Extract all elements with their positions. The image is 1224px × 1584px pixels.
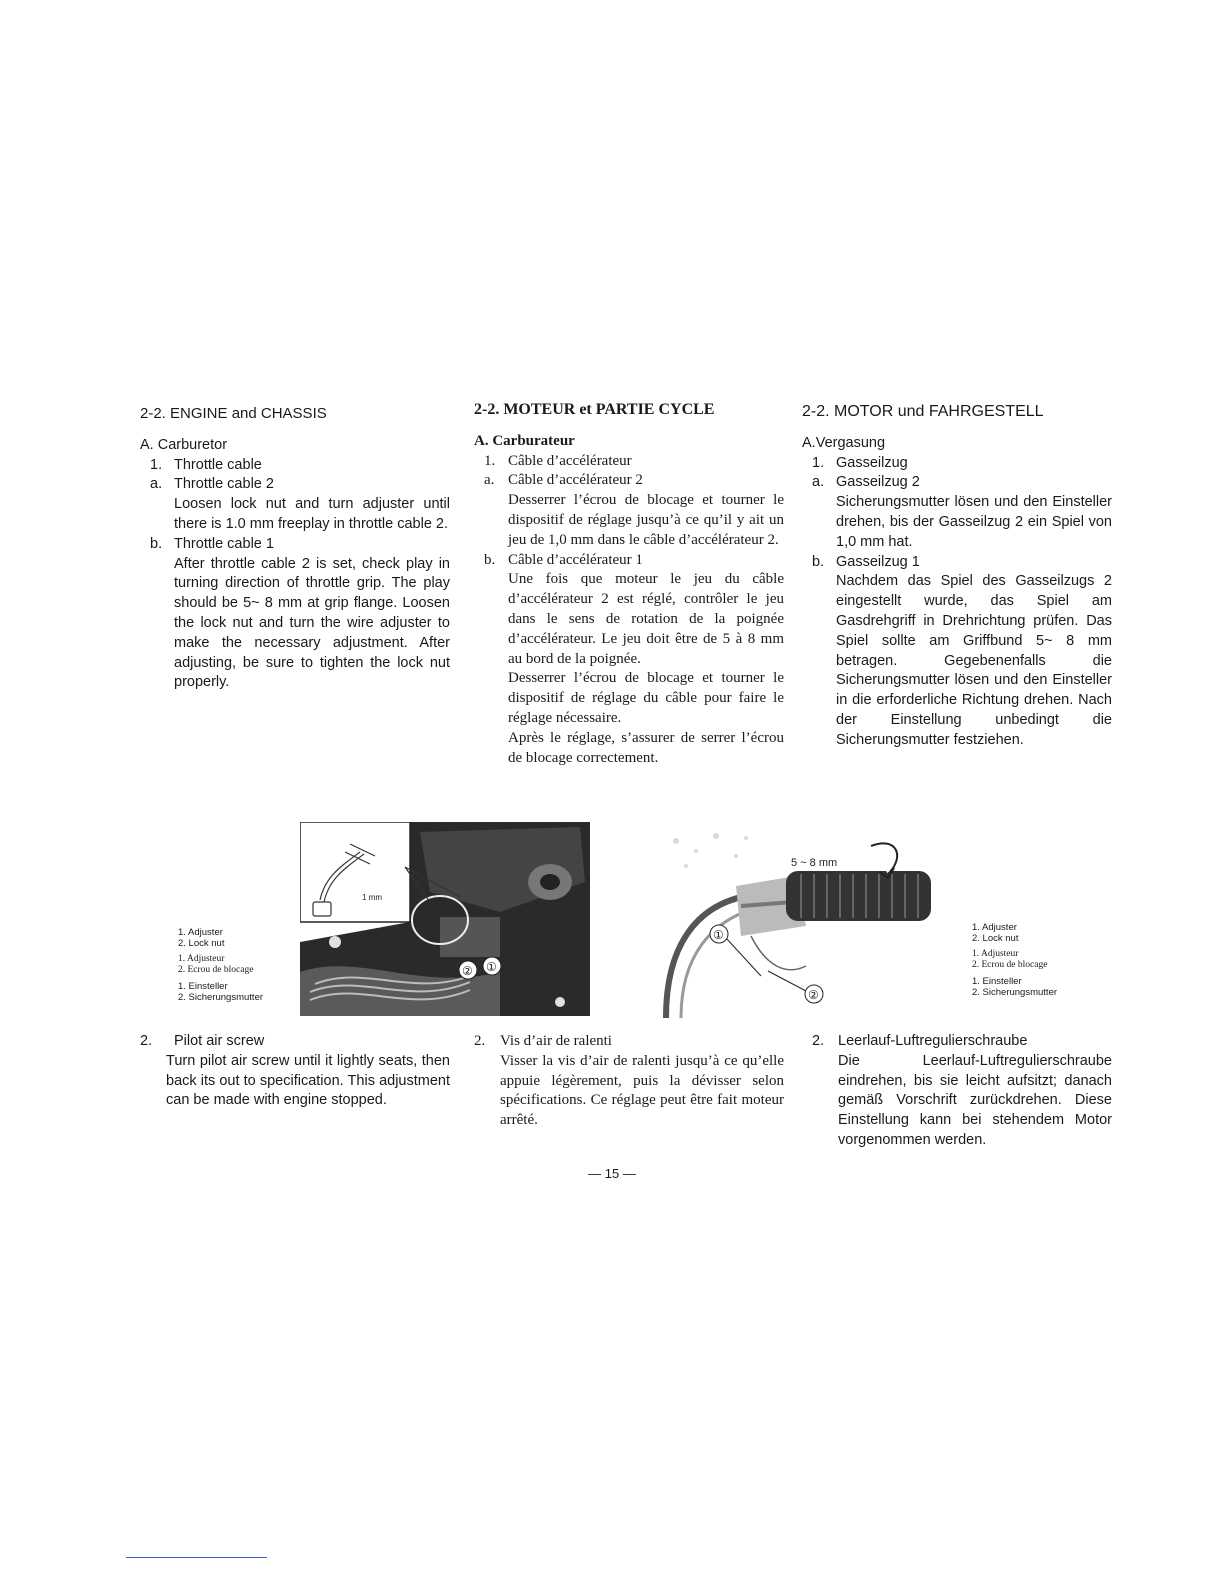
item-a-text-fr: Desserrer l’écrou de blocage et tourner le dispositif de réglage jusqu’à ce qu’il y ait un jeu de 1,0 mm dans le câble d’accélérateur 2. <box>508 492 784 548</box>
subsection-fr: A. Carburateur <box>474 432 575 449</box>
item-b-text2-fr: Desserrer l’écrou de blocage et tourner le dispositif de réglage du câble pour faire le réglage nécessaire. <box>508 670 784 726</box>
item-2-label-fr: Vis d’air de ralenti <box>500 1033 612 1049</box>
legend2-en-2: 2. Lock nut <box>972 933 1019 944</box>
item-1-fr: 1. Câble d’accélérateur <box>484 452 632 469</box>
legend2-en-1: 1. Adjuster <box>972 922 1017 933</box>
legend-de-2: 2. Sicherungsmutter <box>178 992 264 1003</box>
legend2-de-2: 2. Sicherungsmutter <box>972 987 1058 998</box>
svg-text:①: ① <box>713 928 724 942</box>
figure2-callout-1 <box>710 925 728 943</box>
item-2-text-de: Die Leerlauf-Luftregulierschraube eindrehen, bis sie leicht aufsitzt; danach gemäß Vorschrift zurückdrehen. Diese Einstellung kann bei stehendem Motor vorgenommen werden. <box>838 1052 1112 1148</box>
carburetor-photo-image <box>300 822 590 1016</box>
figure2-legend <box>972 922 1057 998</box>
item-2-de: 2. Leerlauf-Luftregulierschraube Die Leerlauf-Luftregulierschraube eindrehen, bis sie leicht aufsitzt; danach gemäß Vorschrift zurückdrehen. Diese Einstellung kann bei stehendem Motor vorgenommen werden. <box>812 1032 1112 1151</box>
section-heading-en: 2-2. ENGINE and CHASSIS <box>140 405 327 422</box>
carburetor-photo <box>300 822 590 1016</box>
item-1-en: 1. Throttle cable <box>150 456 262 473</box>
english-column <box>140 404 450 693</box>
item-2-text-fr: Visser la vis d’air de ralenti jusqu’à ce qu’elle appuie légèrement, puis la dévisser selon spécifications. Ce réglage peut être fait moteur arrêté. <box>500 1052 784 1129</box>
item-2-en: 2. Pilot air screw Turn pilot air screw until it lightly seats, then back its out to specification. This adjustment can be made with engine stopped. <box>140 1032 450 1111</box>
legend-de-1: 1. Einsteller <box>178 981 228 992</box>
legend-en-1: 1. Adjuster <box>178 927 223 938</box>
item-b-en: b. Throttle cable 1 <box>150 535 274 552</box>
item-2-label-en: Pilot air screw <box>174 1033 265 1049</box>
subsection-de: A.Vergasung <box>802 434 886 451</box>
footer-rule <box>126 1557 267 1558</box>
item-1-de: 1. Gasseilzug <box>812 454 908 471</box>
svg-text:①: ① <box>486 960 497 974</box>
legend-fr-2: 2. Ecrou de blocage <box>178 965 254 975</box>
section-heading-de: 2-2. MOTOR und FAHRGESTELL <box>802 403 1044 420</box>
french-column <box>474 400 784 768</box>
svg-text:②: ② <box>462 964 473 978</box>
item-b-de: b. Gasseilzug 1 <box>812 553 920 570</box>
item-2-fr: 2. Vis d’air de ralenti Visser la vis d’air de ralenti jusqu’à ce qu’elle appuie légèrement, puis la dévisser selon spécifications. Ce réglage peut être fait moteur arrêté. <box>474 1032 784 1131</box>
figure1-callout-1 <box>483 957 501 975</box>
item-a-fr: a. Câble d’accélérateur 2 <box>484 472 643 489</box>
figure2-callout-2 <box>805 985 823 1003</box>
item-a-en: a. Throttle cable 2 <box>150 476 274 493</box>
inset-label: 1 mm <box>362 893 382 902</box>
item-b-text3-fr: Après le réglage, s’assurer de serrer l’écrou de blocage correctement. <box>508 729 784 766</box>
item-a-text-de: Sicherungsmutter lösen und den Einsteller drehen, bis der Gasseilzug 2 ein Spiel von 1,0 mm hat. <box>836 494 1112 550</box>
legend-en-2: 2. Lock nut <box>178 938 225 949</box>
legend-fr-1: 1. Adjusteur <box>178 954 225 964</box>
legend2-de-1: 1. Einsteller <box>972 976 1022 987</box>
item-b-text1-fr: Une fois que moteur le jeu du câble d’accélérateur 2 est réglé, contrôler le jeu dans le sens de rotation de la poignée d’accélérateur. Le jeu doit être de 5 à 8 mm au bord de la poignée. <box>508 571 784 667</box>
item-2-label-de: Leerlauf-Luftregulierschraube <box>838 1033 1028 1049</box>
item-b-fr: b. Câble d’accélérateur 1 <box>484 551 643 568</box>
figure1-callout-2 <box>459 961 477 979</box>
item-2-text-en: Turn pilot air screw until it lightly seats, then back its out to specification. This adjustment can be made with engine stopped. <box>166 1052 450 1109</box>
item-b-text-de: Nachdem das Spiel des Gasseilzugs 2 eingestellt wurde, das Spiel am Gasdrehgriff in Drehrichtung prüfen. Das Spiel sollte am Griffbund 5~ 8 mm betragen. Gegebenenfalls die Sicherungsmutter lösen und den Einsteller in die erforderliche Richtung drehen. Nach der Einstellung unbedingt die Sicherungsmutter festziehen. <box>836 573 1112 748</box>
throttle-grip-photo <box>656 826 938 1018</box>
section-heading-fr: 2-2. MOTEUR et PARTIE CYCLE <box>474 401 715 418</box>
throttle-grip-photo-image <box>656 826 938 1018</box>
svg-text:②: ② <box>808 988 819 1002</box>
figure1-legend <box>178 927 263 1003</box>
page-number: — 15 — <box>588 1166 636 1181</box>
legend2-fr-1: 1. Adjusteur <box>972 949 1019 959</box>
item-b-text-en: After throttle cable 2 is set, check play in turning direction of throttle grip. The play should be 5~ 8 mm at grip flange. Loosen the lock nut and turn the wire adjuster to make the necessary adjustment. After adjusting, be sure to tighten the lock nut properly. <box>174 555 450 691</box>
german-column <box>802 402 1112 751</box>
item-a-de: a. Gasseilzug 2 <box>812 474 920 491</box>
legend2-fr-2: 2. Ecrou de blocage <box>972 960 1048 970</box>
subsection-en: A. Carburetor <box>140 436 228 453</box>
dimension-label: 5 ~ 8 mm <box>791 857 838 869</box>
item-a-text-en: Loosen lock nut and turn adjuster until there is 1.0 mm freeplay in throttle cable 2. <box>174 496 450 532</box>
